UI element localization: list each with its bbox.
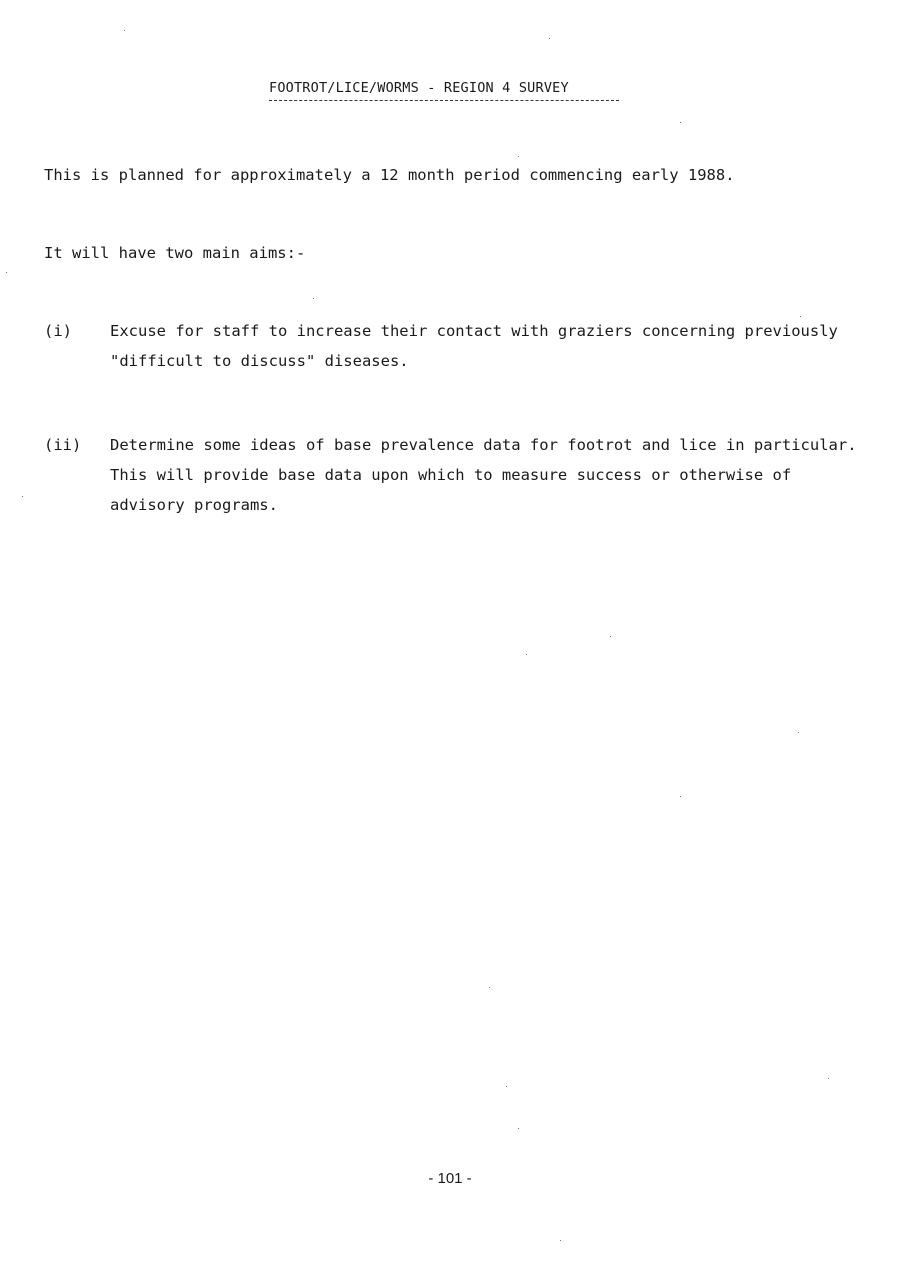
scan-speck (22, 496, 23, 497)
scan-speck (506, 1086, 507, 1087)
document-title: FOOTROT/LICE/WORMS - REGION 4 SURVEY (269, 80, 619, 101)
list-item-line: This will provide base data upon which to measure success or otherwise of (110, 466, 792, 484)
scan-speck (610, 636, 611, 637)
scan-speck (518, 156, 519, 157)
scan-speck (526, 654, 527, 655)
scan-speck (798, 732, 799, 733)
paragraph-intro: This is planned for approximately a 12 month period commencing early 1988. (44, 166, 735, 184)
list-item-line: advisory programs. (110, 496, 278, 514)
scan-speck (6, 272, 7, 273)
paragraph-aims: It will have two main aims:- (44, 244, 306, 262)
scan-speck (518, 1128, 519, 1129)
scan-speck (489, 987, 490, 988)
scan-speck (549, 38, 550, 39)
list-item-line: Determine some ideas of base prevalence data for footrot and lice in particular. (110, 436, 857, 454)
scan-speck (800, 316, 801, 317)
scan-speck (680, 122, 681, 123)
scan-speck (124, 30, 125, 31)
scan-speck (313, 298, 314, 299)
scan-speck (828, 1078, 829, 1079)
list-item-text (110, 322, 838, 382)
list-marker: (ii) (44, 436, 82, 454)
list-item-line: "difficult to discuss" diseases. (110, 352, 409, 370)
list-marker: (i) (44, 322, 72, 340)
list-item-text (110, 436, 857, 526)
page-number: - 101 - (428, 1170, 472, 1187)
list-item-line: Excuse for staff to increase their contact with graziers concerning previously (110, 322, 838, 340)
scan-speck (560, 1240, 561, 1241)
scan-speck (680, 796, 681, 797)
